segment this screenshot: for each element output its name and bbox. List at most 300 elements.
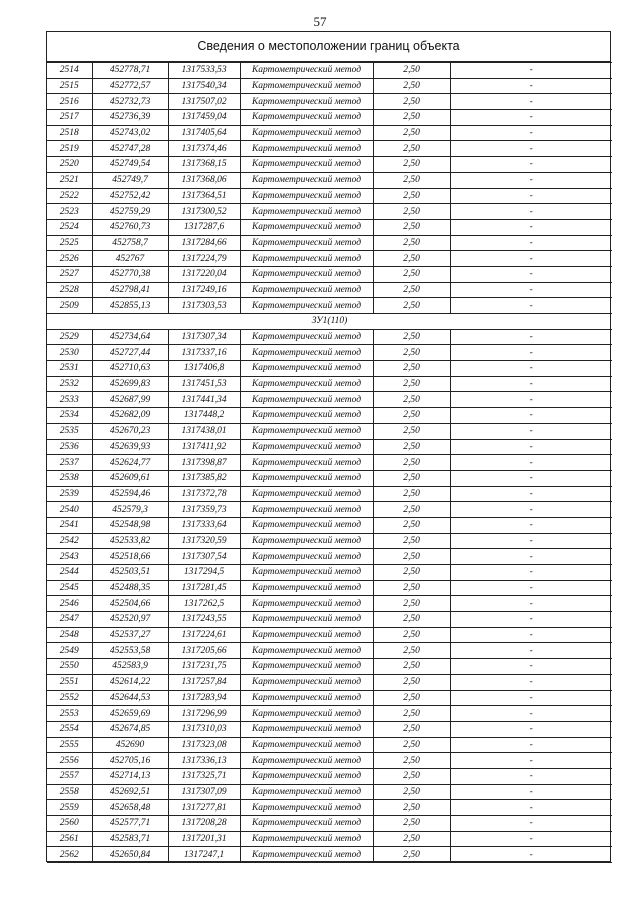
point-number-cell: 2551 [47, 674, 92, 690]
accuracy-cell: 2,50 [373, 188, 450, 204]
method-cell: Картометрический метод [240, 125, 373, 141]
method-cell: Картометрический метод [240, 219, 373, 235]
accuracy-cell: 2,50 [373, 235, 450, 251]
table-row [47, 486, 612, 502]
page-number: 57 [313, 14, 327, 29]
y-coordinate-cell: 1317374,46 [168, 141, 240, 157]
table-row [47, 376, 612, 392]
method-cell: Картометрический метод [240, 408, 373, 424]
accuracy-cell: 2,50 [373, 423, 450, 439]
table-row [47, 455, 612, 471]
method-cell: Картометрический метод [240, 204, 373, 220]
accuracy-cell: 2,50 [373, 800, 450, 816]
x-coordinate-cell: 452743,02 [92, 125, 168, 141]
x-coordinate-cell: 452749,54 [92, 157, 168, 173]
accuracy-cell: 2,50 [373, 204, 450, 220]
point-number-cell: 2556 [47, 753, 92, 769]
accuracy-cell: 2,50 [373, 517, 450, 533]
x-coordinate-cell: 452687,99 [92, 392, 168, 408]
description-cell: - [450, 157, 612, 173]
x-coordinate-cell: 452749,7 [92, 172, 168, 188]
x-coordinate-cell: 452504,66 [92, 596, 168, 612]
point-number-cell: 2554 [47, 721, 92, 737]
point-number-cell: 2544 [47, 565, 92, 581]
description-cell: - [450, 643, 612, 659]
x-coordinate-cell: 452732,73 [92, 94, 168, 110]
table-row [47, 251, 612, 267]
method-cell: Картометрический метод [240, 141, 373, 157]
description-cell: - [450, 470, 612, 486]
description-cell: - [450, 141, 612, 157]
point-number-cell: 2531 [47, 361, 92, 377]
method-cell: Картометрический метод [240, 188, 373, 204]
method-cell: Картометрический метод [240, 753, 373, 769]
method-cell: Картометрический метод [240, 674, 373, 690]
x-coordinate-cell: 452714,13 [92, 768, 168, 784]
accuracy-cell: 2,50 [373, 643, 450, 659]
table-row [47, 816, 612, 832]
table-row [47, 94, 612, 110]
description-cell: - [450, 251, 612, 267]
table-row [47, 517, 612, 533]
x-coordinate-cell: 452533,82 [92, 533, 168, 549]
accuracy-cell: 2,50 [373, 831, 450, 847]
table-row [47, 612, 612, 628]
table-row [47, 125, 612, 141]
x-coordinate-cell: 452537,27 [92, 627, 168, 643]
y-coordinate-cell: 1317231,75 [168, 659, 240, 675]
section-row [47, 314, 612, 330]
accuracy-cell: 2,50 [373, 266, 450, 282]
table-row [47, 361, 612, 377]
y-coordinate-cell: 1317507,02 [168, 94, 240, 110]
method-cell: Картометрический метод [240, 361, 373, 377]
x-coordinate-cell: 452798,41 [92, 282, 168, 298]
accuracy-cell: 2,50 [373, 627, 450, 643]
x-coordinate-cell: 452710,63 [92, 361, 168, 377]
point-number-cell: 2525 [47, 235, 92, 251]
y-coordinate-cell: 1317372,78 [168, 486, 240, 502]
description-cell: - [450, 533, 612, 549]
table-row [47, 627, 612, 643]
accuracy-cell: 2,50 [373, 768, 450, 784]
description-cell: - [450, 235, 612, 251]
y-coordinate-cell: 1317307,09 [168, 784, 240, 800]
description-cell: - [450, 768, 612, 784]
y-coordinate-cell: 1317281,45 [168, 580, 240, 596]
table-row [47, 737, 612, 753]
point-number-cell: 2540 [47, 502, 92, 518]
description-cell: - [450, 361, 612, 377]
point-number-cell: 2537 [47, 455, 92, 471]
method-cell: Картометрический метод [240, 376, 373, 392]
method-cell: Картометрический метод [240, 486, 373, 502]
description-cell: - [450, 690, 612, 706]
x-coordinate-cell: 452674,85 [92, 721, 168, 737]
method-cell: Картометрический метод [240, 392, 373, 408]
x-coordinate-cell: 452503,51 [92, 565, 168, 581]
table-body-part-2 [47, 329, 612, 862]
method-cell: Картометрический метод [240, 423, 373, 439]
method-cell: Картометрический метод [240, 94, 373, 110]
x-coordinate-cell: 452759,29 [92, 204, 168, 220]
table-row [47, 110, 612, 126]
table-row [47, 549, 612, 565]
method-cell: Картометрический метод [240, 235, 373, 251]
description-cell: - [450, 204, 612, 220]
method-cell: Картометрический метод [240, 298, 373, 314]
description-cell: - [450, 282, 612, 298]
method-cell: Картометрический метод [240, 768, 373, 784]
table-row [47, 502, 612, 518]
method-cell: Картометрический метод [240, 157, 373, 173]
boundary-table-frame [46, 31, 611, 862]
x-coordinate-cell: 452518,66 [92, 549, 168, 565]
accuracy-cell: 2,50 [373, 392, 450, 408]
table-row [47, 282, 612, 298]
description-cell: - [450, 847, 612, 863]
point-number-cell: 2559 [47, 800, 92, 816]
table-row [47, 533, 612, 549]
accuracy-cell: 2,50 [373, 674, 450, 690]
y-coordinate-cell: 1317405,64 [168, 125, 240, 141]
point-number-cell: 2520 [47, 157, 92, 173]
x-coordinate-cell: 452855,13 [92, 298, 168, 314]
y-coordinate-cell: 1317540,34 [168, 78, 240, 94]
point-number-cell: 2543 [47, 549, 92, 565]
y-coordinate-cell: 1317224,79 [168, 251, 240, 267]
x-coordinate-cell: 452553,58 [92, 643, 168, 659]
y-coordinate-cell: 1317249,16 [168, 282, 240, 298]
y-coordinate-cell: 1317320,59 [168, 533, 240, 549]
y-coordinate-cell: 1317307,54 [168, 549, 240, 565]
y-coordinate-cell: 1317325,71 [168, 768, 240, 784]
y-coordinate-cell: 1317300,52 [168, 204, 240, 220]
accuracy-cell: 2,50 [373, 659, 450, 675]
y-coordinate-cell: 1317364,51 [168, 188, 240, 204]
point-number-cell: 2538 [47, 470, 92, 486]
x-coordinate-cell: 452644,53 [92, 690, 168, 706]
section-label: ЗУ1(110) [47, 314, 612, 330]
point-number-cell: 2550 [47, 659, 92, 675]
accuracy-cell: 2,50 [373, 549, 450, 565]
description-cell: - [450, 800, 612, 816]
accuracy-cell: 2,50 [373, 612, 450, 628]
description-cell: - [450, 110, 612, 126]
accuracy-cell: 2,50 [373, 502, 450, 518]
accuracy-cell: 2,50 [373, 439, 450, 455]
method-cell: Картометрический метод [240, 596, 373, 612]
accuracy-cell: 2,50 [373, 298, 450, 314]
method-cell: Картометрический метод [240, 63, 373, 79]
accuracy-cell: 2,50 [373, 141, 450, 157]
y-coordinate-cell: 1317323,08 [168, 737, 240, 753]
point-number-cell: 2542 [47, 533, 92, 549]
method-cell: Картометрический метод [240, 690, 373, 706]
point-number-cell: 2522 [47, 188, 92, 204]
table-row [47, 753, 612, 769]
accuracy-cell: 2,50 [373, 721, 450, 737]
point-number-cell: 2518 [47, 125, 92, 141]
y-coordinate-cell: 1317459,04 [168, 110, 240, 126]
description-cell: - [450, 455, 612, 471]
accuracy-cell: 2,50 [373, 282, 450, 298]
accuracy-cell: 2,50 [373, 157, 450, 173]
description-cell: - [450, 439, 612, 455]
point-number-cell: 2553 [47, 706, 92, 722]
x-coordinate-cell: 452736,39 [92, 110, 168, 126]
description-cell: - [450, 831, 612, 847]
description-cell: - [450, 816, 612, 832]
y-coordinate-cell: 1317277,81 [168, 800, 240, 816]
method-cell: Картометрический метод [240, 627, 373, 643]
table-row [47, 565, 612, 581]
table-row [47, 78, 612, 94]
coordinates-table [47, 62, 612, 863]
x-coordinate-cell: 452548,98 [92, 517, 168, 533]
y-coordinate-cell: 1317262,5 [168, 596, 240, 612]
accuracy-cell: 2,50 [373, 172, 450, 188]
x-coordinate-cell: 452758,7 [92, 235, 168, 251]
table-title: Сведения о местоположении границ объекта [47, 32, 610, 62]
method-cell: Картометрический метод [240, 643, 373, 659]
description-cell: - [450, 502, 612, 518]
point-number-cell: 2552 [47, 690, 92, 706]
description-cell: - [450, 753, 612, 769]
method-cell: Картометрический метод [240, 800, 373, 816]
point-number-cell: 2527 [47, 266, 92, 282]
description-cell: - [450, 266, 612, 282]
y-coordinate-cell: 1317224,61 [168, 627, 240, 643]
table-row [47, 580, 612, 596]
table-body-part-1 [47, 63, 612, 314]
point-number-cell: 2539 [47, 486, 92, 502]
table-row [47, 643, 612, 659]
description-cell: - [450, 345, 612, 361]
method-cell: Картометрический метод [240, 282, 373, 298]
y-coordinate-cell: 1317208,28 [168, 816, 240, 832]
description-cell: - [450, 219, 612, 235]
method-cell: Картометрический метод [240, 737, 373, 753]
accuracy-cell: 2,50 [373, 329, 450, 345]
y-coordinate-cell: 1317257,84 [168, 674, 240, 690]
y-coordinate-cell: 1317303,53 [168, 298, 240, 314]
description-cell: - [450, 565, 612, 581]
y-coordinate-cell: 1317337,16 [168, 345, 240, 361]
method-cell: Картометрический метод [240, 612, 373, 628]
method-cell: Картометрический метод [240, 721, 373, 737]
accuracy-cell: 2,50 [373, 110, 450, 126]
description-cell: - [450, 549, 612, 565]
method-cell: Картометрический метод [240, 470, 373, 486]
table-row [47, 706, 612, 722]
y-coordinate-cell: 1317201,31 [168, 831, 240, 847]
x-coordinate-cell: 452682,09 [92, 408, 168, 424]
table-row [47, 721, 612, 737]
point-number-cell: 2519 [47, 141, 92, 157]
point-number-cell: 2532 [47, 376, 92, 392]
method-cell: Картометрический метод [240, 439, 373, 455]
description-cell: - [450, 706, 612, 722]
point-number-cell: 2533 [47, 392, 92, 408]
method-cell: Картометрический метод [240, 329, 373, 345]
accuracy-cell: 2,50 [373, 470, 450, 486]
method-cell: Картометрический метод [240, 172, 373, 188]
description-cell: - [450, 376, 612, 392]
description-cell: - [450, 94, 612, 110]
method-cell: Картометрический метод [240, 549, 373, 565]
table-row [47, 235, 612, 251]
x-coordinate-cell: 452624,77 [92, 455, 168, 471]
description-cell: - [450, 188, 612, 204]
x-coordinate-cell: 452690 [92, 737, 168, 753]
table-row [47, 768, 612, 784]
y-coordinate-cell: 1317406,8 [168, 361, 240, 377]
y-coordinate-cell: 1317359,73 [168, 502, 240, 518]
description-cell: - [450, 423, 612, 439]
method-cell: Картометрический метод [240, 533, 373, 549]
table-row [47, 172, 612, 188]
point-number-cell: 2548 [47, 627, 92, 643]
description-cell: - [450, 172, 612, 188]
table-row [47, 690, 612, 706]
point-number-cell: 2562 [47, 847, 92, 863]
x-coordinate-cell: 452577,71 [92, 816, 168, 832]
method-cell: Картометрический метод [240, 110, 373, 126]
description-cell: - [450, 78, 612, 94]
description-cell: - [450, 596, 612, 612]
description-cell: - [450, 737, 612, 753]
y-coordinate-cell: 1317220,04 [168, 266, 240, 282]
table-row [47, 408, 612, 424]
point-number-cell: 2526 [47, 251, 92, 267]
accuracy-cell: 2,50 [373, 784, 450, 800]
point-number-cell: 2546 [47, 596, 92, 612]
table-row [47, 219, 612, 235]
accuracy-cell: 2,50 [373, 125, 450, 141]
method-cell: Картометрический метод [240, 580, 373, 596]
table-row [47, 266, 612, 282]
x-coordinate-cell: 452747,28 [92, 141, 168, 157]
y-coordinate-cell: 1317307,34 [168, 329, 240, 345]
x-coordinate-cell: 452734,64 [92, 329, 168, 345]
table-row [47, 439, 612, 455]
accuracy-cell: 2,50 [373, 345, 450, 361]
point-number-cell: 2514 [47, 63, 92, 79]
accuracy-cell: 2,50 [373, 219, 450, 235]
method-cell: Картометрический метод [240, 345, 373, 361]
x-coordinate-cell: 452699,83 [92, 376, 168, 392]
method-cell: Картометрический метод [240, 847, 373, 863]
table-row [47, 800, 612, 816]
method-cell: Картометрический метод [240, 659, 373, 675]
table-row [47, 157, 612, 173]
x-coordinate-cell: 452770,38 [92, 266, 168, 282]
y-coordinate-cell: 1317310,03 [168, 721, 240, 737]
accuracy-cell: 2,50 [373, 737, 450, 753]
point-number-cell: 2521 [47, 172, 92, 188]
point-number-cell: 2530 [47, 345, 92, 361]
method-cell: Картометрический метод [240, 251, 373, 267]
table-row [47, 847, 612, 863]
x-coordinate-cell: 452692,51 [92, 784, 168, 800]
x-coordinate-cell: 452639,93 [92, 439, 168, 455]
point-number-cell: 2557 [47, 768, 92, 784]
table-row [47, 204, 612, 220]
description-cell: - [450, 486, 612, 502]
y-coordinate-cell: 1317296,99 [168, 706, 240, 722]
description-cell: - [450, 659, 612, 675]
description-cell: - [450, 408, 612, 424]
x-coordinate-cell: 452727,44 [92, 345, 168, 361]
x-coordinate-cell: 452583,71 [92, 831, 168, 847]
point-number-cell: 2549 [47, 643, 92, 659]
y-coordinate-cell: 1317451,53 [168, 376, 240, 392]
table-row [47, 298, 612, 314]
table-row [47, 329, 612, 345]
point-number-cell: 2516 [47, 94, 92, 110]
point-number-cell: 2535 [47, 423, 92, 439]
accuracy-cell: 2,50 [373, 78, 450, 94]
point-number-cell: 2555 [47, 737, 92, 753]
method-cell: Картометрический метод [240, 816, 373, 832]
accuracy-cell: 2,50 [373, 94, 450, 110]
x-coordinate-cell: 452760,73 [92, 219, 168, 235]
x-coordinate-cell: 452772,57 [92, 78, 168, 94]
description-cell: - [450, 784, 612, 800]
y-coordinate-cell: 1317441,34 [168, 392, 240, 408]
x-coordinate-cell: 452752,42 [92, 188, 168, 204]
accuracy-cell: 2,50 [373, 596, 450, 612]
accuracy-cell: 2,50 [373, 847, 450, 863]
method-cell: Картометрический метод [240, 517, 373, 533]
point-number-cell: 2529 [47, 329, 92, 345]
table-row [47, 470, 612, 486]
y-coordinate-cell: 1317287,6 [168, 219, 240, 235]
point-number-cell: 2560 [47, 816, 92, 832]
x-coordinate-cell: 452520,97 [92, 612, 168, 628]
y-coordinate-cell: 1317411,92 [168, 439, 240, 455]
description-cell: - [450, 627, 612, 643]
accuracy-cell: 2,50 [373, 408, 450, 424]
method-cell: Картометрический метод [240, 784, 373, 800]
method-cell: Картометрический метод [240, 502, 373, 518]
description-cell: - [450, 63, 612, 79]
table-row [47, 141, 612, 157]
accuracy-cell: 2,50 [373, 565, 450, 581]
y-coordinate-cell: 1317283,94 [168, 690, 240, 706]
section-header-group [47, 314, 612, 330]
table-row [47, 596, 612, 612]
accuracy-cell: 2,50 [373, 376, 450, 392]
description-cell: - [450, 674, 612, 690]
accuracy-cell: 2,50 [373, 533, 450, 549]
x-coordinate-cell: 452650,84 [92, 847, 168, 863]
y-coordinate-cell: 1317247,1 [168, 847, 240, 863]
method-cell: Картометрический метод [240, 706, 373, 722]
y-coordinate-cell: 1317368,06 [168, 172, 240, 188]
y-coordinate-cell: 1317243,55 [168, 612, 240, 628]
description-cell: - [450, 392, 612, 408]
description-cell: - [450, 612, 612, 628]
point-number-cell: 2515 [47, 78, 92, 94]
x-coordinate-cell: 452778,71 [92, 63, 168, 79]
description-cell: - [450, 517, 612, 533]
point-number-cell: 2534 [47, 408, 92, 424]
point-number-cell: 2524 [47, 219, 92, 235]
description-cell: - [450, 329, 612, 345]
point-number-cell: 2545 [47, 580, 92, 596]
